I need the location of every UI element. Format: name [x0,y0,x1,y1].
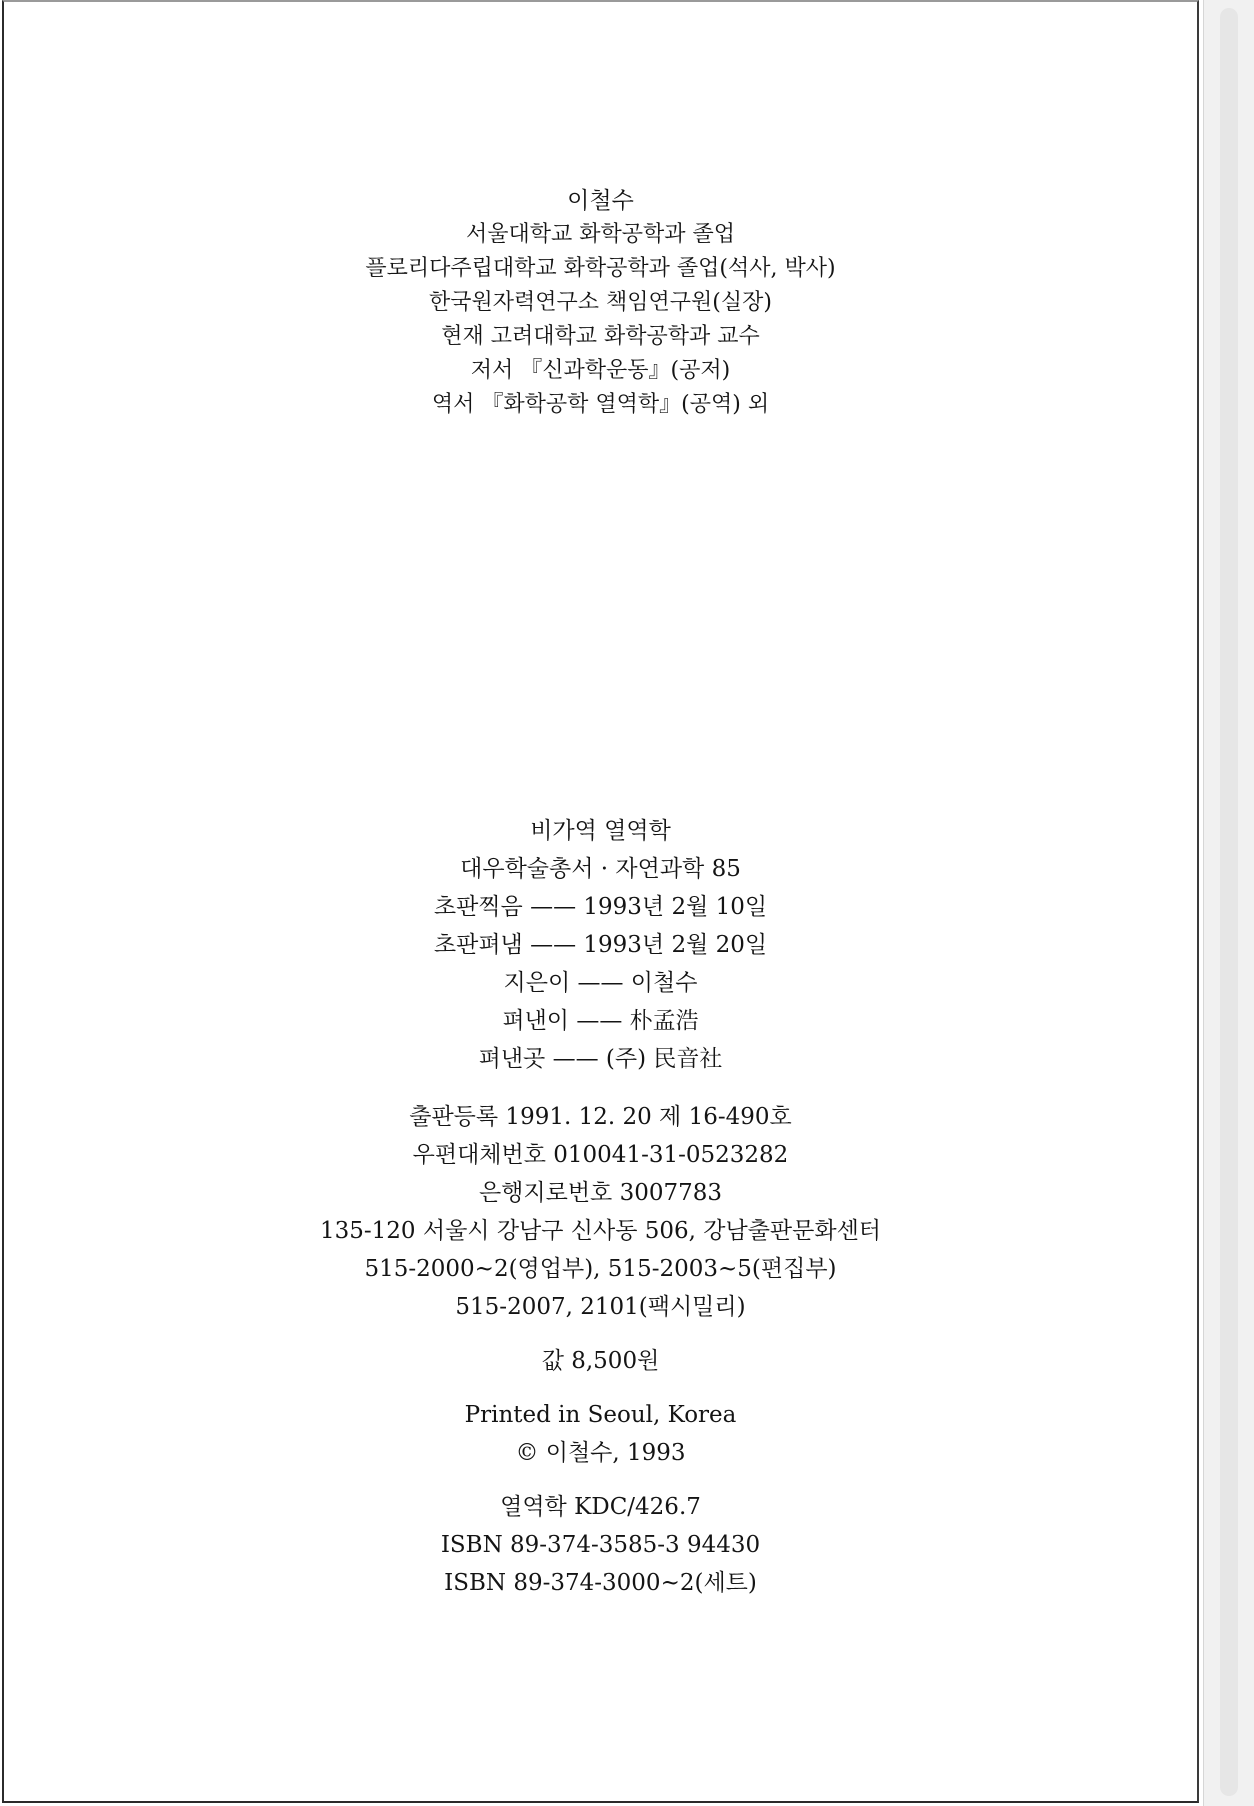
bio-line: 한국원자력연구소 책임연구원(실장) [429,290,772,315]
phone-line: 515-2000~2(영업부), 515-2003~5(편집부) [364,1256,837,1282]
isbn-line: ISBN 89-374-3585-3 94430 [440,1532,761,1558]
first-publish-date: 초판펴냄 —— 1993년 2월 20일 [433,932,768,958]
bio-line: 플로리다주립대학교 화학공학과 졸업(석사, 박사) [365,256,836,281]
copyright-line: © 이철수, 1993 [515,1440,686,1466]
bio-line: 서울대학교 화학공학과 졸업 [465,222,735,247]
price-line: 값 8,500원 [541,1348,660,1374]
classification-line: 열역학 KDC/426.7 [500,1494,701,1520]
bio-line: 역서 『화학공학 열역학』(공역) 외 [431,392,770,417]
publisher-person: 펴낸이 —— 朴孟浩 [502,1008,699,1034]
author-credit: 지은이 —— 이철수 [503,970,698,996]
fax-line: 515-2007, 2101(팩시밀리) [455,1294,746,1320]
bio-line: 저서 『신과학운동』(공저) [470,358,731,383]
postal-account: 우편대체번호 010041-31-0523282 [412,1142,789,1168]
book-title: 비가역 열역학 [530,818,671,844]
registration-line: 출판등록 1991. 12. 20 제 16-490호 [409,1104,792,1130]
publisher-name: 펴낸곳 —— (주) 民音社 [478,1046,723,1072]
scrollbar-thumb[interactable] [1220,8,1238,1796]
address-line: 135-120 서울시 강남구 신사동 506, 강남출판문화센터 [319,1218,882,1244]
book-page [2,0,1199,1803]
series-line: 대우학술총서 · 자연과학 85 [460,856,741,882]
bio-line: 현재 고려대학교 화학공학과 교수 [441,324,760,349]
bank-account: 은행지로번호 3007783 [478,1180,723,1206]
printed-in-line: Printed in Seoul, Korea [464,1402,737,1428]
isbn-set-line: ISBN 89-374-3000~2(세트) [444,1570,757,1596]
first-print-date: 초판찍음 —— 1993년 2월 10일 [433,894,768,920]
author-bio [4,190,1197,428]
colophon [4,820,1197,1610]
author-name: 이철수 [567,188,634,214]
vertical-scrollbar[interactable] [1203,0,1254,1806]
